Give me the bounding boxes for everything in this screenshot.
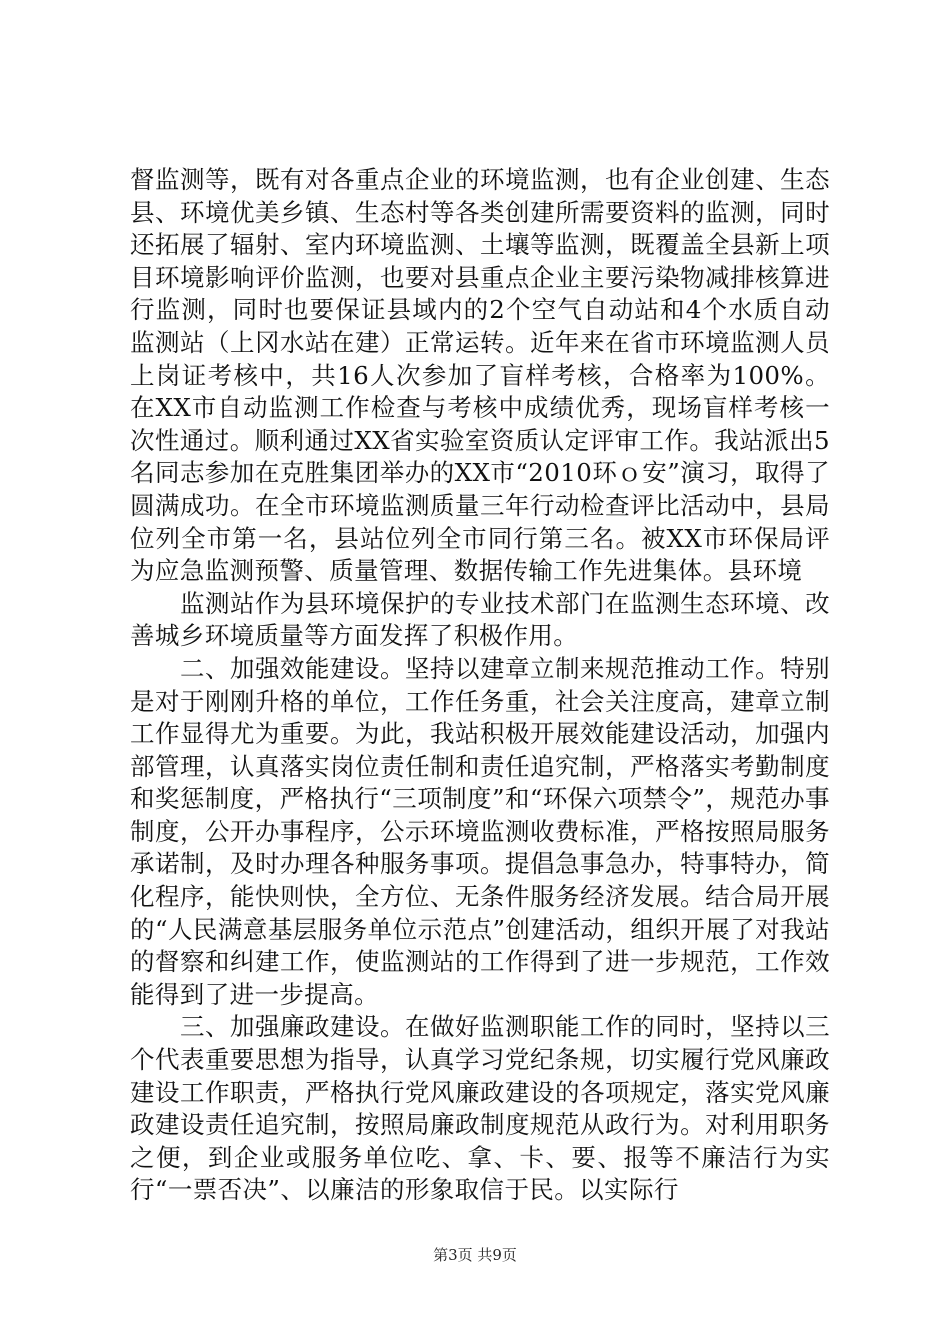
paragraph-efficiency-building: 二、加强效能建设。坚持以建章立制来规范推动工作。特别是对于刚刚升格的单位，工作任务重，社会关注度高，建章立制工作显得尤为重要。为此，我站积极开展效能建设活动，加强内部管理，认真落实岗位责任制和责任追究制，严格落实考勤制度和奖惩制度，严格执行“三项制度”和“环保六项禁令”，规范办事制度，公开办事程序，公示环境监测收费标准，严格按照局服务承诺制，及时办理各种服务事项。提倡急事急办，特事特办，简化程序，能快则快，全方位、无条件服务经济发展。结合局开展的“人民满意基层服务单位示范点”创建活动，组织开展了对我站的督察和纠建工作，使监测站的工作得到了进一步规范，工作效能得到了进一步提高。 (130, 653, 830, 1009)
paragraph-monitoring-station: 监测站作为县环境保护的专业技术部门在监测生态环境、改善城乡环境质量等方面发挥了积极作用。 (130, 588, 830, 651)
paragraph-integrity-building: 三、加强廉政建设。在做好监测职能工作的同时，坚持以三个代表重要思想为指导，认真学习党纪条规，切实履行党风廉政建设工作职责，严格执行党风廉政建设的各项规定，落实党风廉政建设责任追究制，按照局廉政制度规范从政行为。对利用职务之便，到企业或服务单位吃、拿、卡、要、报等不廉洁行为实行“一票否决”、以廉洁的形象取信于民。以实际行 (130, 1012, 830, 1205)
page-footer: 第3页 共9页 (433, 1246, 517, 1264)
document-body (130, 164, 830, 1207)
paragraph-continuation: 督监测等，既有对各重点企业的环境监测，也有企业创建、生态县、环境优美乡镇、生态村等各类创建所需要资料的监测，同时还拓展了辐射、室内环境监测、土壤等监测，既覆盖全县新上项目环境影响评价监测，也要对县重点企业主要污染物减排核算进行监测，同时也要保证县域内的2个空气自动站和4个水质自动监测站（上冈水站在建）正常运转。近年来在省市环境监测人员上岗证考核中，共16人次参加了盲样考核，合格率为100%。在XX市自动监测工作检查与考核中成绩优秀，现场盲样考核一次性通过。顺利通过XX省实验室资质认定评审工作。我站派出5名同志参加在克胜集团举办的XX市“2010环ｏ安”演习，取得了圆满成功。在全市环境监测质量三年行动检查评比活动中，县局位列全市第一名，县站位列全市同行第三名。被XX市环保局评为应急监测预警、质量管理、数据传输工作先进集体。县环境 (130, 165, 830, 586)
